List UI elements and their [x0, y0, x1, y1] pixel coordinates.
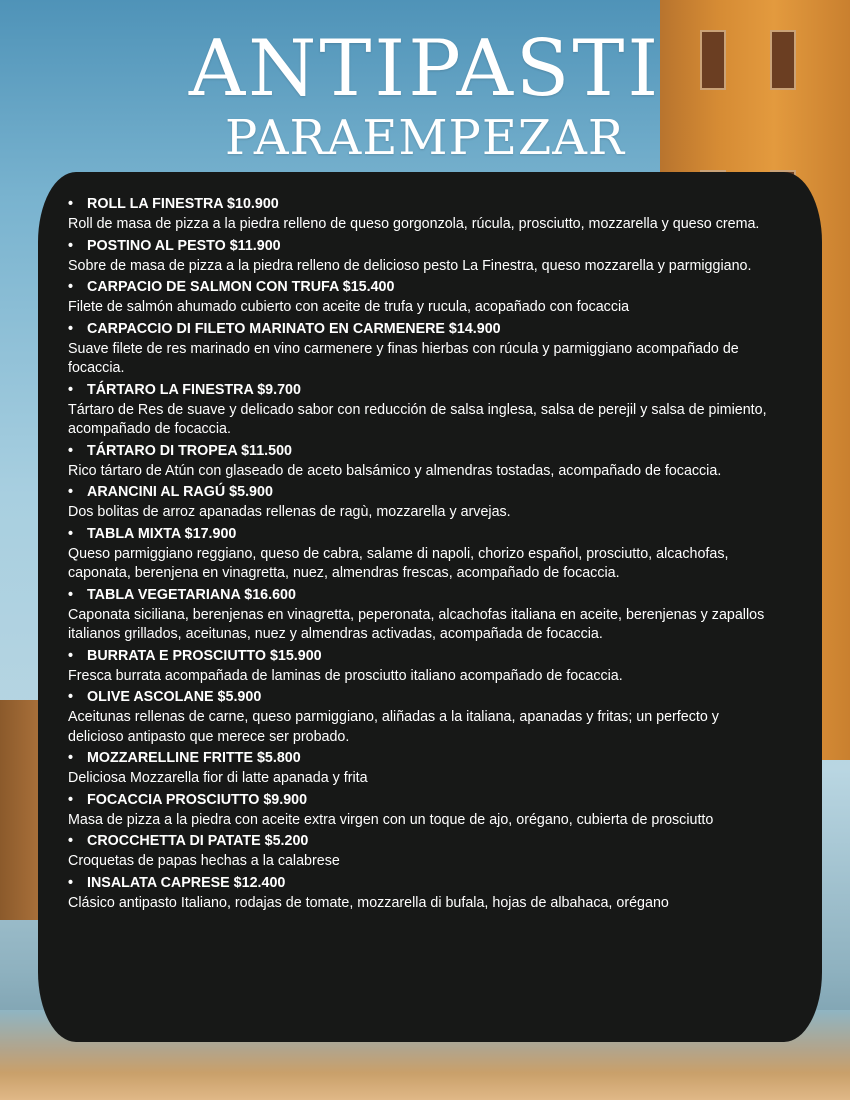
bullet-icon: •	[68, 833, 74, 849]
bullet-icon: •	[68, 525, 74, 542]
menu-item-heading	[68, 687, 768, 708]
menu-item	[68, 277, 768, 318]
bullet-icon: •	[68, 874, 74, 891]
menu-item	[68, 646, 768, 687]
menu-item-description: Caponata siciliana, berenjenas en vinagretta, peperonata, alcachofas italiana en aceite, berenjenas y zapallos italianos grillados, aceitunas, nuez y almendras activadas, acompañada de focaccia.	[68, 606, 765, 642]
menu-item-heading	[68, 194, 768, 215]
menu-item-name: TABLA VEGETARIANA $16.600	[87, 586, 296, 603]
page-subtitle: PARAEMPEZAR	[224, 110, 626, 166]
menu-item	[68, 585, 768, 645]
menu-item-description: Croquetas de papas hechas a la calabrese	[68, 853, 340, 869]
bullet-icon: •	[68, 196, 74, 212]
menu-item-heading	[68, 831, 768, 852]
menu-item-name: FOCACCIA PROSCIUTTO $9.900	[87, 791, 308, 808]
bullet-icon: •	[68, 689, 74, 705]
menu-item-heading	[68, 482, 768, 503]
menu-item-heading	[68, 236, 768, 257]
menu-item-name: INSALATA CAPRESE $12.400	[87, 874, 286, 891]
menu-item-description: Queso parmiggiano reggiano, queso de cabra, salame di napoli, chorizo español, prosciutto, alcachofas, caponata, berenjena en vinagretta, nuez, almendras frescas, acompañado de focaccia.	[68, 545, 729, 581]
bullet-icon: •	[68, 279, 74, 295]
menu-item-name: POSTINO AL PESTO $11.900	[87, 237, 281, 254]
menu-item	[68, 873, 768, 914]
menu-item-description: Deliciosa Mozzarella fior di latte apanada y frita	[68, 770, 368, 786]
menu-item-name: ROLL LA FINESTRA $10.900	[87, 196, 279, 212]
menu-item-description: Masa de pizza a la piedra con aceite extra virgen con un toque de ajo, orégano, cubierta de prosciutto	[68, 811, 714, 828]
menu-item-heading	[68, 441, 768, 462]
page-title: ANTIPASTI	[188, 24, 662, 114]
menu-item-name: TÁRTARO DI TROPEA $11.500	[87, 442, 292, 459]
bullet-icon: •	[68, 484, 74, 500]
menu-item-name: ARANCINI AL RAGÚ $5.900	[87, 484, 273, 500]
menu-item	[68, 441, 768, 482]
menu-item-heading	[68, 277, 768, 298]
menu-item-heading	[68, 748, 768, 769]
bullet-icon: •	[68, 586, 74, 603]
menu-item-name: MOZZARELLINE FRITTE $5.800	[87, 750, 301, 766]
menu-item-name: OLIVE ASCOLANE $5.900	[87, 689, 262, 705]
bullet-icon: •	[68, 320, 74, 337]
menu-item-description: Suave filete de res marinado en vino carmenere y finas hierbas con rúcula y parmiggiano acompañado de focaccia.	[68, 340, 739, 376]
menu-item-description: Clásico antipasto Italiano, rodajas de tomate, mozzarella di bufala, hojas de albahaca, orégano	[68, 894, 669, 911]
menu-item	[68, 482, 768, 523]
menu-item-name: BURRATA E PROSCIUTTO $15.900	[87, 647, 322, 664]
bullet-icon: •	[68, 442, 74, 459]
menu-item	[68, 380, 768, 440]
menu-item-heading	[68, 319, 768, 340]
menu-item-description: Aceitunas rellenas de carne, queso parmiggiano, aliñadas a la italiana, apanadas y fritas; un perfecto y delicioso antipasto que merece ser probado.	[68, 709, 719, 745]
menu-item	[68, 194, 768, 235]
menu-item	[68, 524, 768, 584]
menu-item	[68, 236, 768, 277]
background-building-left	[0, 700, 40, 920]
menu-list	[68, 194, 768, 914]
menu-item-description: Rico tártaro de Atún con glaseado de aceto balsámico y almendras tostadas, acompañado de focaccia.	[68, 462, 722, 479]
menu-item-name: CROCCHETTA DI PATATE $5.200	[87, 833, 309, 849]
menu-item	[68, 319, 768, 379]
bullet-icon: •	[68, 750, 74, 766]
menu-item-heading	[68, 524, 768, 545]
menu-item	[68, 831, 768, 872]
bullet-icon: •	[68, 381, 74, 398]
menu-item	[68, 687, 768, 747]
menu-item-name: CARPACIO DE SALMON CON TRUFA $15.400	[87, 279, 395, 295]
menu-item-description: Tártaro de Res de suave y delicado sabor con reducción de salsa inglesa, salsa de perejil y salsa de pimiento, acompañado de focaccia.	[68, 401, 767, 437]
bullet-icon: •	[68, 647, 74, 664]
bullet-icon: •	[68, 791, 74, 808]
bullet-icon: •	[68, 237, 74, 254]
menu-item-description: Sobre de masa de pizza a la piedra relleno de delicioso pesto La Finestra, queso mozzarella y parmiggiano.	[68, 257, 752, 274]
menu-item-description: Roll de masa de pizza a la piedra relleno de queso gorgonzola, rúcula, prosciutto, mozzarella y queso crema.	[68, 216, 760, 232]
menu-item-heading	[68, 790, 768, 811]
menu-item-name: CARPACCIO DI FILETO MARINATO EN CARMENERE $14.900	[87, 320, 501, 337]
menu-item-heading	[68, 873, 768, 894]
menu-item	[68, 748, 768, 789]
menu-item-heading	[68, 585, 768, 606]
menu-item-name: TABLA MIXTA $17.900	[87, 525, 237, 542]
menu-item-description: Fresca burrata acompañada de laminas de prosciutto italiano acompañado de focaccia.	[68, 667, 623, 684]
menu-item-description: Filete de salmón ahumado cubierto con aceite de trufa y rucula, acopañado con focaccia	[68, 299, 630, 315]
menu-item	[68, 790, 768, 831]
menu-item-heading	[68, 380, 768, 401]
menu-item-heading	[68, 646, 768, 667]
menu-item-description: Dos bolitas de arroz apanadas rellenas de ragù, mozzarella y arvejas.	[68, 504, 511, 520]
menu-item-name: TÁRTARO LA FINESTRA $9.700	[87, 381, 301, 398]
